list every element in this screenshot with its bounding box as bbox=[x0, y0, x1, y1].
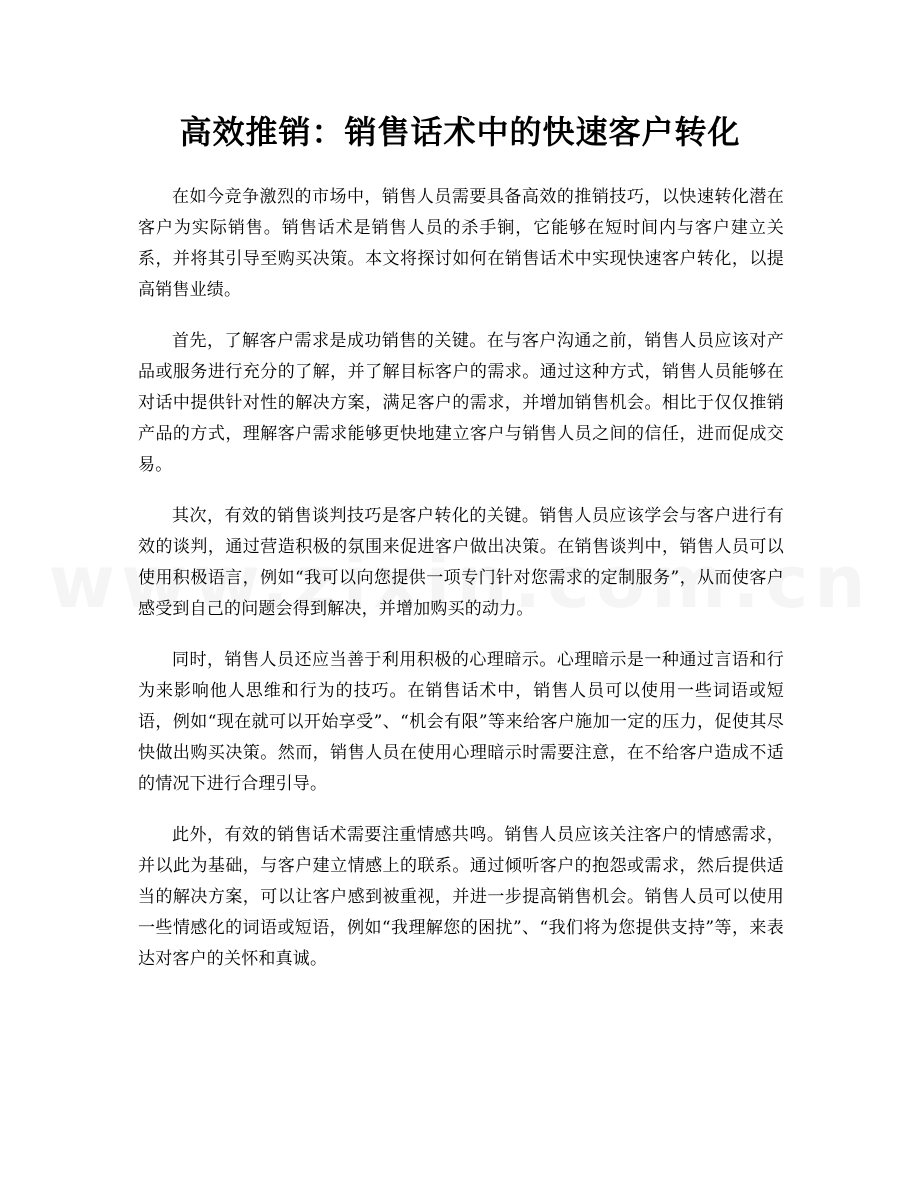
paragraph-1: 在如今竞争激烈的市场中，销售人员需要具备高效的推销技巧，以快速转化潜在客户为实际销售。销售话术是销售人员的杀手锏，它能够在短时间内与客户建立关系，并将其引导至购买决策。本文将探讨如何在销售话术中实现快速客户转化，以提高销售业绩。 bbox=[138, 187, 784, 300]
paragraph-2: 首先，了解客户需求是成功销售的关键。在与客户沟通之前，销售人员应该对产品或服务进行充分的了解，并了解目标客户的需求。通过这种方式，销售人员能够在对话中提供针对性的解决方案，满足客户的需求，并增加销售机会。相比于仅仅推销产品的方式，理解客户需求能够更快地建立客户与销售人员之间的信任，进而促成交易。 bbox=[138, 331, 784, 475]
paragraph-5: 此外，有效的销售话术需要注重情感共鸣。销售人员应该关注客户的情感需求，并以此为基础，与客户建立情感上的联系。通过倾听客户的抱怨或需求，然后提供适当的解决方案，可以让客户感到被重视，并进一步提高销售机会。销售人员可以使用一些情感化的词语或短语，例如“我理解您的困扰”、“我们将为您提供支持”等，来表达对客户的关怀和真诚。 bbox=[138, 825, 784, 969]
document-body bbox=[138, 182, 784, 995]
paragraph-3: 其次，有效的销售谈判技巧是客户转化的关键。销售人员应该学会与客户进行有效的谈判，通过营造积极的氛围来促进客户做出决策。在销售谈判中，销售人员可以使用积极语言，例如“我可以向您提供一项专门针对您需求的定制服务”，从而使客户感受到自己的问题会得到解决，并增加购买的动力。 bbox=[138, 506, 784, 619]
page-title: 高效推销：销售话术中的快速客户转化 bbox=[179, 113, 741, 151]
paragraph-4: 同时，销售人员还应当善于利用积极的心理暗示。心理暗示是一种通过言语和行为来影响他人思维和行为的技巧。在销售话术中，销售人员可以使用一些词语或短语，例如“现在就可以开始享受”、“机会有限”等来给客户施加一定的压力，促使其尽快做出购买决策。然而，销售人员在使用心理暗示时需要注意，在不给客户造成不适的情况下进行合理引导。 bbox=[138, 650, 784, 794]
